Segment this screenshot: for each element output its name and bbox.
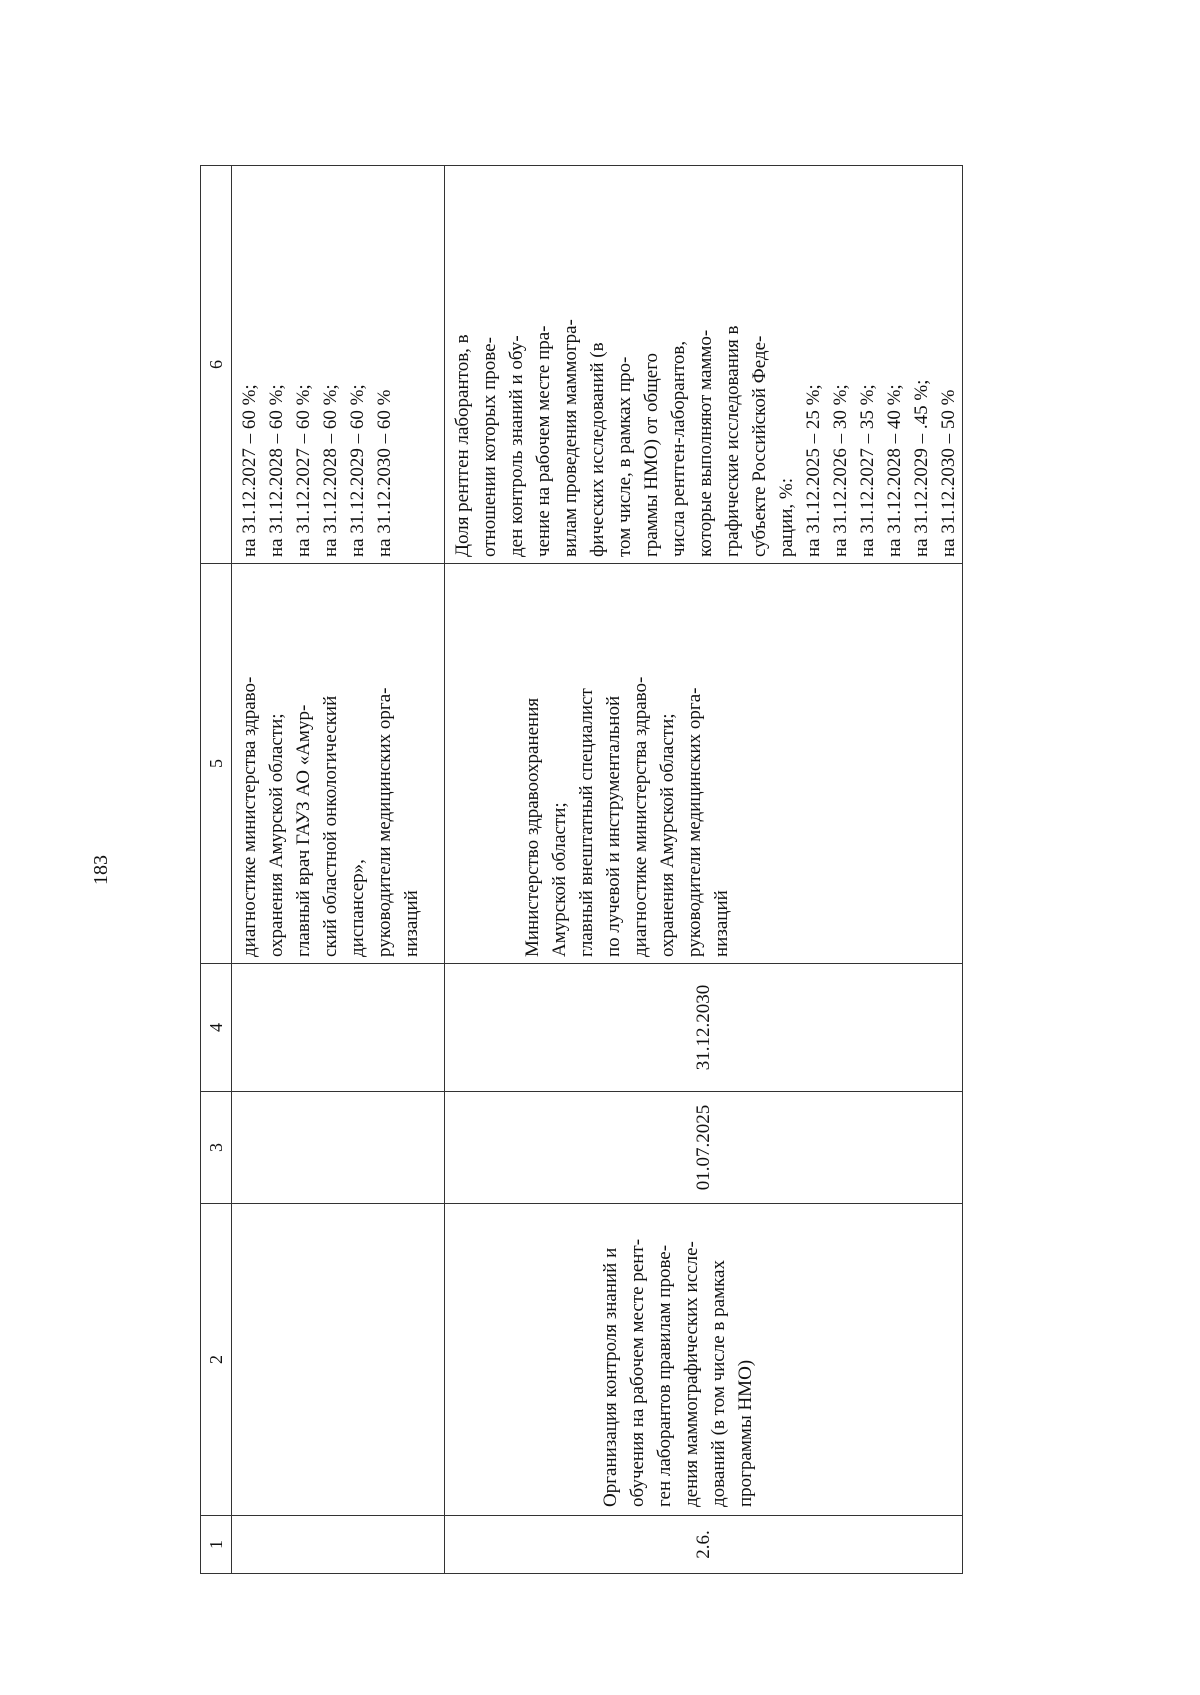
indicator-line: на 31.12.2026 – 30 %; <box>830 384 851 557</box>
indicator-line: Доля рентген лаборантов, в <box>452 334 473 557</box>
indicator-line: на 31.12.2029 – .45 %; <box>911 379 932 557</box>
responsible-line: Министерство здравоохранения <box>522 697 543 957</box>
indicator-line: отношении которых прове- <box>479 337 500 557</box>
indicator-cell <box>232 166 445 564</box>
indicator-line: на 31.12.2028 – 60 %; <box>320 384 341 557</box>
end-date-cell <box>232 964 445 1092</box>
indicator-line: на 31.12.2027 – 60 %; <box>239 384 260 557</box>
indicator-line: на 31.12.2027 – 60 %; <box>293 384 314 557</box>
indicator-line: рации, %: <box>776 477 797 557</box>
responsible-line: Амурской области; <box>549 802 570 957</box>
responsible-line: низаций <box>711 890 732 957</box>
indicator-line: граммы НМО) от общего <box>641 352 662 557</box>
column-header: 4 <box>201 964 232 1092</box>
indicator-line: том числе, в рамках про- <box>614 356 635 557</box>
responsible-line: низаций <box>401 890 422 957</box>
indicator-line: на 31.12.2028 – 60 %; <box>266 384 287 557</box>
responsible-line: руководители медицинских орга- <box>684 687 705 957</box>
start-date-cell <box>445 1092 963 1204</box>
page-number: 183 <box>90 855 112 885</box>
task-line: программы НМО) <box>735 1359 756 1507</box>
indicator-line: на 31.12.2025 – 25 %; <box>803 384 824 557</box>
indicator-line: на 31.12.2030 – 60 % <box>374 389 395 557</box>
task-cell <box>232 1204 445 1516</box>
indicator-line: субъекте Российской Феде- <box>749 335 770 557</box>
indicator-line: чение на рабочем месте пра- <box>533 325 554 557</box>
end-date-cell <box>445 964 963 1092</box>
task-cell <box>445 1204 963 1516</box>
responsible-line: диагностике министерства здраво- <box>239 676 260 957</box>
indicator-line: которые выполняют маммо- <box>695 329 716 557</box>
responsible-cell <box>445 564 963 964</box>
indicator-line: числа рентген-лаборантов, <box>668 340 689 557</box>
activity-table <box>200 165 963 1574</box>
column-header: 1 <box>201 1516 232 1574</box>
column-header: 2 <box>201 1204 232 1516</box>
indicator-line: ден контроль знаний и обу- <box>506 335 527 557</box>
responsible-line: охранения Амурской области; <box>266 713 287 957</box>
task-line: ген лаборантов правилам прове- <box>654 1244 675 1507</box>
responsible-line: диспансер», <box>347 859 368 957</box>
table-header-row <box>201 166 232 1574</box>
start-date-cell <box>232 1092 445 1204</box>
table-row <box>232 166 445 1574</box>
task-line: дований (в том числе в рамках <box>708 1260 729 1507</box>
document-page <box>90 166 959 1574</box>
row-number-cell <box>445 1516 963 1574</box>
responsible-line: диагностике министерства здраво- <box>630 676 651 957</box>
indicator-line: графические исследования в <box>722 325 743 557</box>
indicator-line: на 31.12.2029 – 60 %; <box>347 384 368 557</box>
end-date: 31.12.2030 <box>693 984 714 1071</box>
indicator-line: на 31.12.2027 – 35 %; <box>857 384 878 557</box>
responsible-line: руководители медицинских орга- <box>374 687 395 957</box>
row-number-cell <box>232 1516 445 1574</box>
responsible-line: по лучевой и инструментальной <box>603 695 624 957</box>
indicator-line: на 31.12.2030 – 50 % <box>938 389 959 557</box>
start-date: 01.07.2025 <box>693 1104 714 1191</box>
indicator-line: вилам проведения маммогра- <box>560 319 581 557</box>
indicator-line: на 31.12.2028 – 40 %; <box>884 384 905 557</box>
column-header: 6 <box>201 166 232 564</box>
indicator-line: фических исследований (в <box>587 342 608 557</box>
responsible-cell <box>232 564 445 964</box>
responsible-line: ский областной онкологический <box>320 695 341 957</box>
table-row <box>445 166 963 1574</box>
column-header: 5 <box>201 564 232 964</box>
responsible-line: охранения Амурской области; <box>657 713 678 957</box>
task-line: дения маммографических иссле- <box>681 1241 702 1507</box>
responsible-line: главный врач ГАУЗ АО «Амур- <box>293 704 314 957</box>
row-number: 2.6. <box>693 1530 714 1559</box>
column-header: 3 <box>201 1092 232 1204</box>
task-line: Организация контроля знаний и <box>600 1247 621 1507</box>
indicator-cell <box>445 166 963 564</box>
task-line: обучения на рабочем месте рент- <box>627 1238 648 1507</box>
responsible-line: главный внештатный специалист <box>576 688 597 957</box>
